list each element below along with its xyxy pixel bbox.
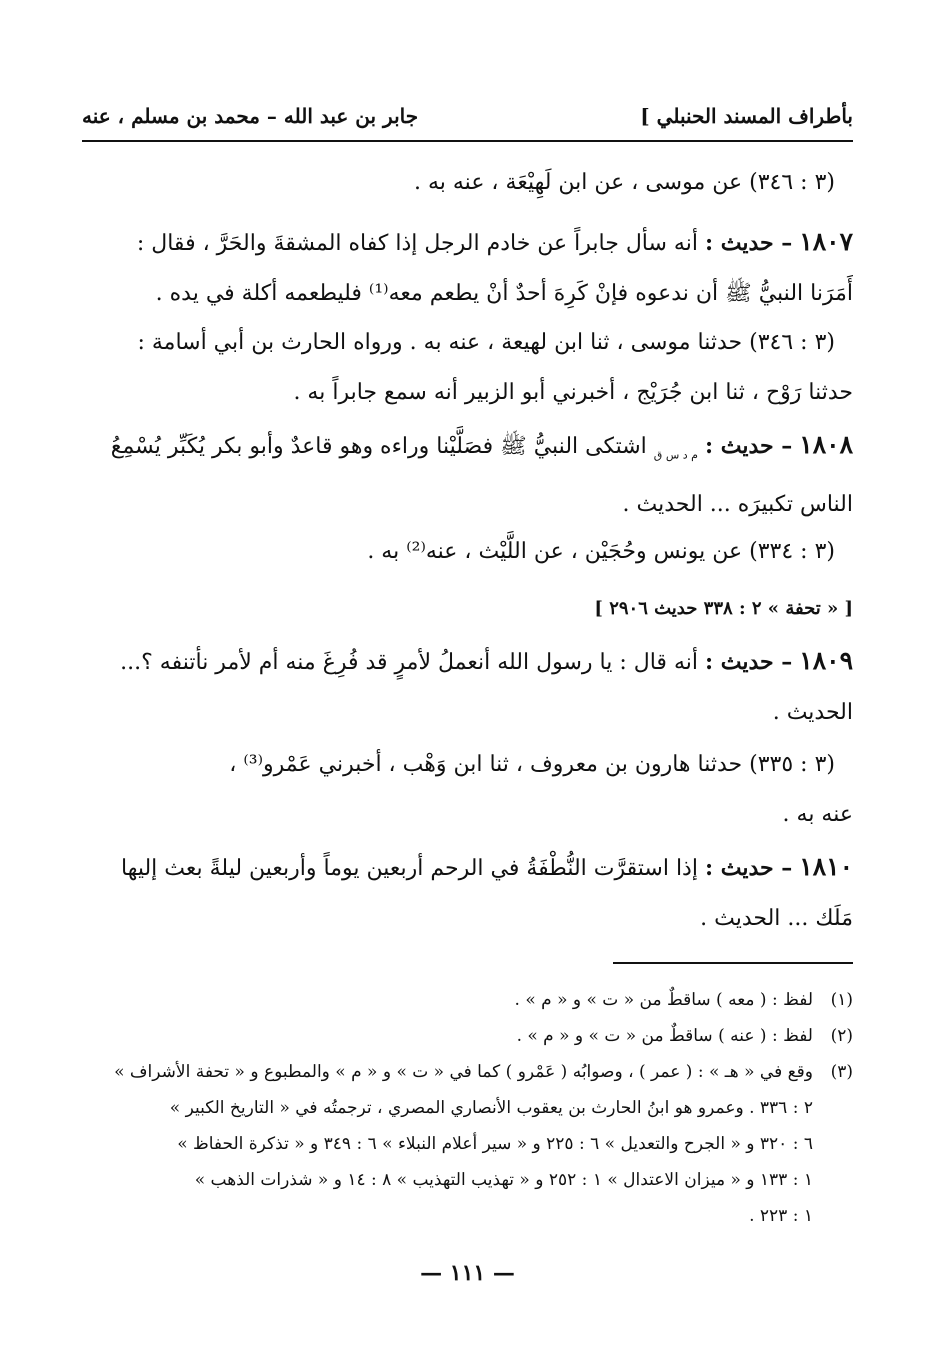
hadith-number: ١٨٠٨ (799, 430, 853, 459)
hadith-number: ١٨١٠ (799, 852, 853, 881)
hadith-1810-line-2: مَلَك ... الحديث . (700, 906, 853, 931)
footnote-3-line-4: ١ : ١٣٣ و « ميزان الاعتدال » ١ : ٢٥٢ و « تهذيب التهذيب » ٨ : ١٤ و « شذرات الذهب » (194, 1170, 813, 1190)
hadith-text: اشتكى النبيُّ ﷺ فصَلَّيْنا وراءه وهو قاعدٌ وأبو بكر يُكَبِّر يُسْمِعُ (110, 434, 647, 459)
running-header (82, 98, 853, 134)
hadith-text: إذا استقرَّت النُّطْفَةُ في الرحم أربعين يوماً وأربعين ليلةً بعث إليها (121, 856, 698, 881)
header-section-title (82, 104, 418, 128)
footnote-3-line-5: ١ : ٢٢٣ . (749, 1206, 813, 1226)
header-rule (82, 140, 853, 142)
hadith-keyword: – حديث : (704, 855, 793, 881)
footnote-3: (٣)وقع في « هـ » : ( عمر ) ، وصوابُه ( عَمْرو ) كما في « ت » و « م » والمطبوع و « تحفة الأشراف » (114, 1062, 853, 1082)
footnote-3-line-2: ٢ : ٣٣٦ . وعمرو هو ابنُ الحارث بن يعقوب الأنصاري المصري ، ترجمتُه في « التاريخ الكبير » (169, 1098, 813, 1118)
header-section-name: جابر بن عبد الله (283, 104, 419, 128)
hadith-keyword: – حديث : (704, 230, 793, 256)
hadith-1809-line-2: الحديث . (772, 700, 853, 725)
footnotes (82, 982, 853, 1234)
hadith-1808-ref: [ « تحفة » ٢ : ٣٣٨ حديث ٢٩٠٦ ] (594, 598, 853, 619)
hadith-keyword: – حديث : (704, 433, 793, 459)
hadith-1807-line-1 (82, 217, 853, 269)
hadith-keyword: – حديث : (704, 649, 793, 675)
footnote-rule (613, 962, 853, 964)
hadith-1809-source: (٣ : ٣٣٥) حدثنا هارون بن معروف ، ثنا ابن وَهْب ، أخبرني عَمْرو⁽³⁾ ، عنه به . (229, 752, 853, 827)
hadith-1809-line-1 (82, 636, 853, 688)
hadith-1810 (82, 842, 853, 944)
hadith-1808-source: (٣ : ٣٣٤) عن يونس وحُجَيْن ، عن اللَّيْث ، عنه⁽²⁾ به . (367, 539, 835, 564)
page-number: — ١١١ — (420, 1260, 515, 1286)
hadith-1808-line-2: الناس تكبيرَه ... الحديث . (622, 492, 853, 518)
footnote-1: (١)لفظ : ( معه ) ساقطٌ من « ت » و « م » . (514, 990, 853, 1010)
hadith-text: أنه قال : يا رسول الله أنعملُ لأمرٍ قد فُرِغَ منه أم لأمر نأتنفه ؟... (120, 650, 698, 675)
hadith-1809 (82, 636, 853, 738)
hadith-1807 (82, 217, 853, 319)
hadith-1808 (82, 420, 853, 530)
hadith-number: ١٨٠٧ (799, 227, 853, 256)
hadith-1807-line-2: أَمَرَنا النبيُّ ﷺ أن ندعوه فإنْ كَرِهَ أحدٌ أنْ يطعم معه⁽¹⁾ فليطعمه أكلة في يده . (155, 281, 853, 306)
hadith-number: ١٨٠٩ (799, 646, 853, 675)
line-1806-source: (٣ : ٣٤٦) عن موسى ، عن ابن لَهِيْعَة ، عنه به . (413, 170, 835, 195)
hadith-1810-line-1 (82, 842, 853, 894)
hadith-text: أنه سأل جابراً عن خادم الرجل إذا كفاه المشقةَ والحَرَّ ، فقال : (136, 231, 698, 256)
header-section-sub: – محمد بن مسلم ، عنه (82, 104, 277, 128)
header-book-title: بأطراف المسند الحنبلي ] (640, 104, 853, 128)
source-symbols: م د س ق (653, 448, 698, 462)
hadith-1808-line-1 (82, 420, 853, 480)
footnote-2: (٢)لفظ : ( عنه ) ساقطٌ من « ت » و « م » . (516, 1026, 853, 1046)
hadith-1807-sources: (٣ : ٣٤٦) حدثنا موسى ، ثنا ابن لهيعة ، عنه به . ورواه الحارث بن أبي أسامة : حدثنا رَوْح ، ثنا ابن جُرَيْج ، أخبرني أبو الزبير أنه سمع جابراً به . (137, 330, 853, 405)
footnote-3-line-3: ٦ : ٣٢٠ و « الجرح والتعديل » ٦ : ٢٢٥ و « سير أعلام النبلاء » ٦ : ٣٤٩ و « تذكرة الحفاظ » (177, 1134, 813, 1154)
